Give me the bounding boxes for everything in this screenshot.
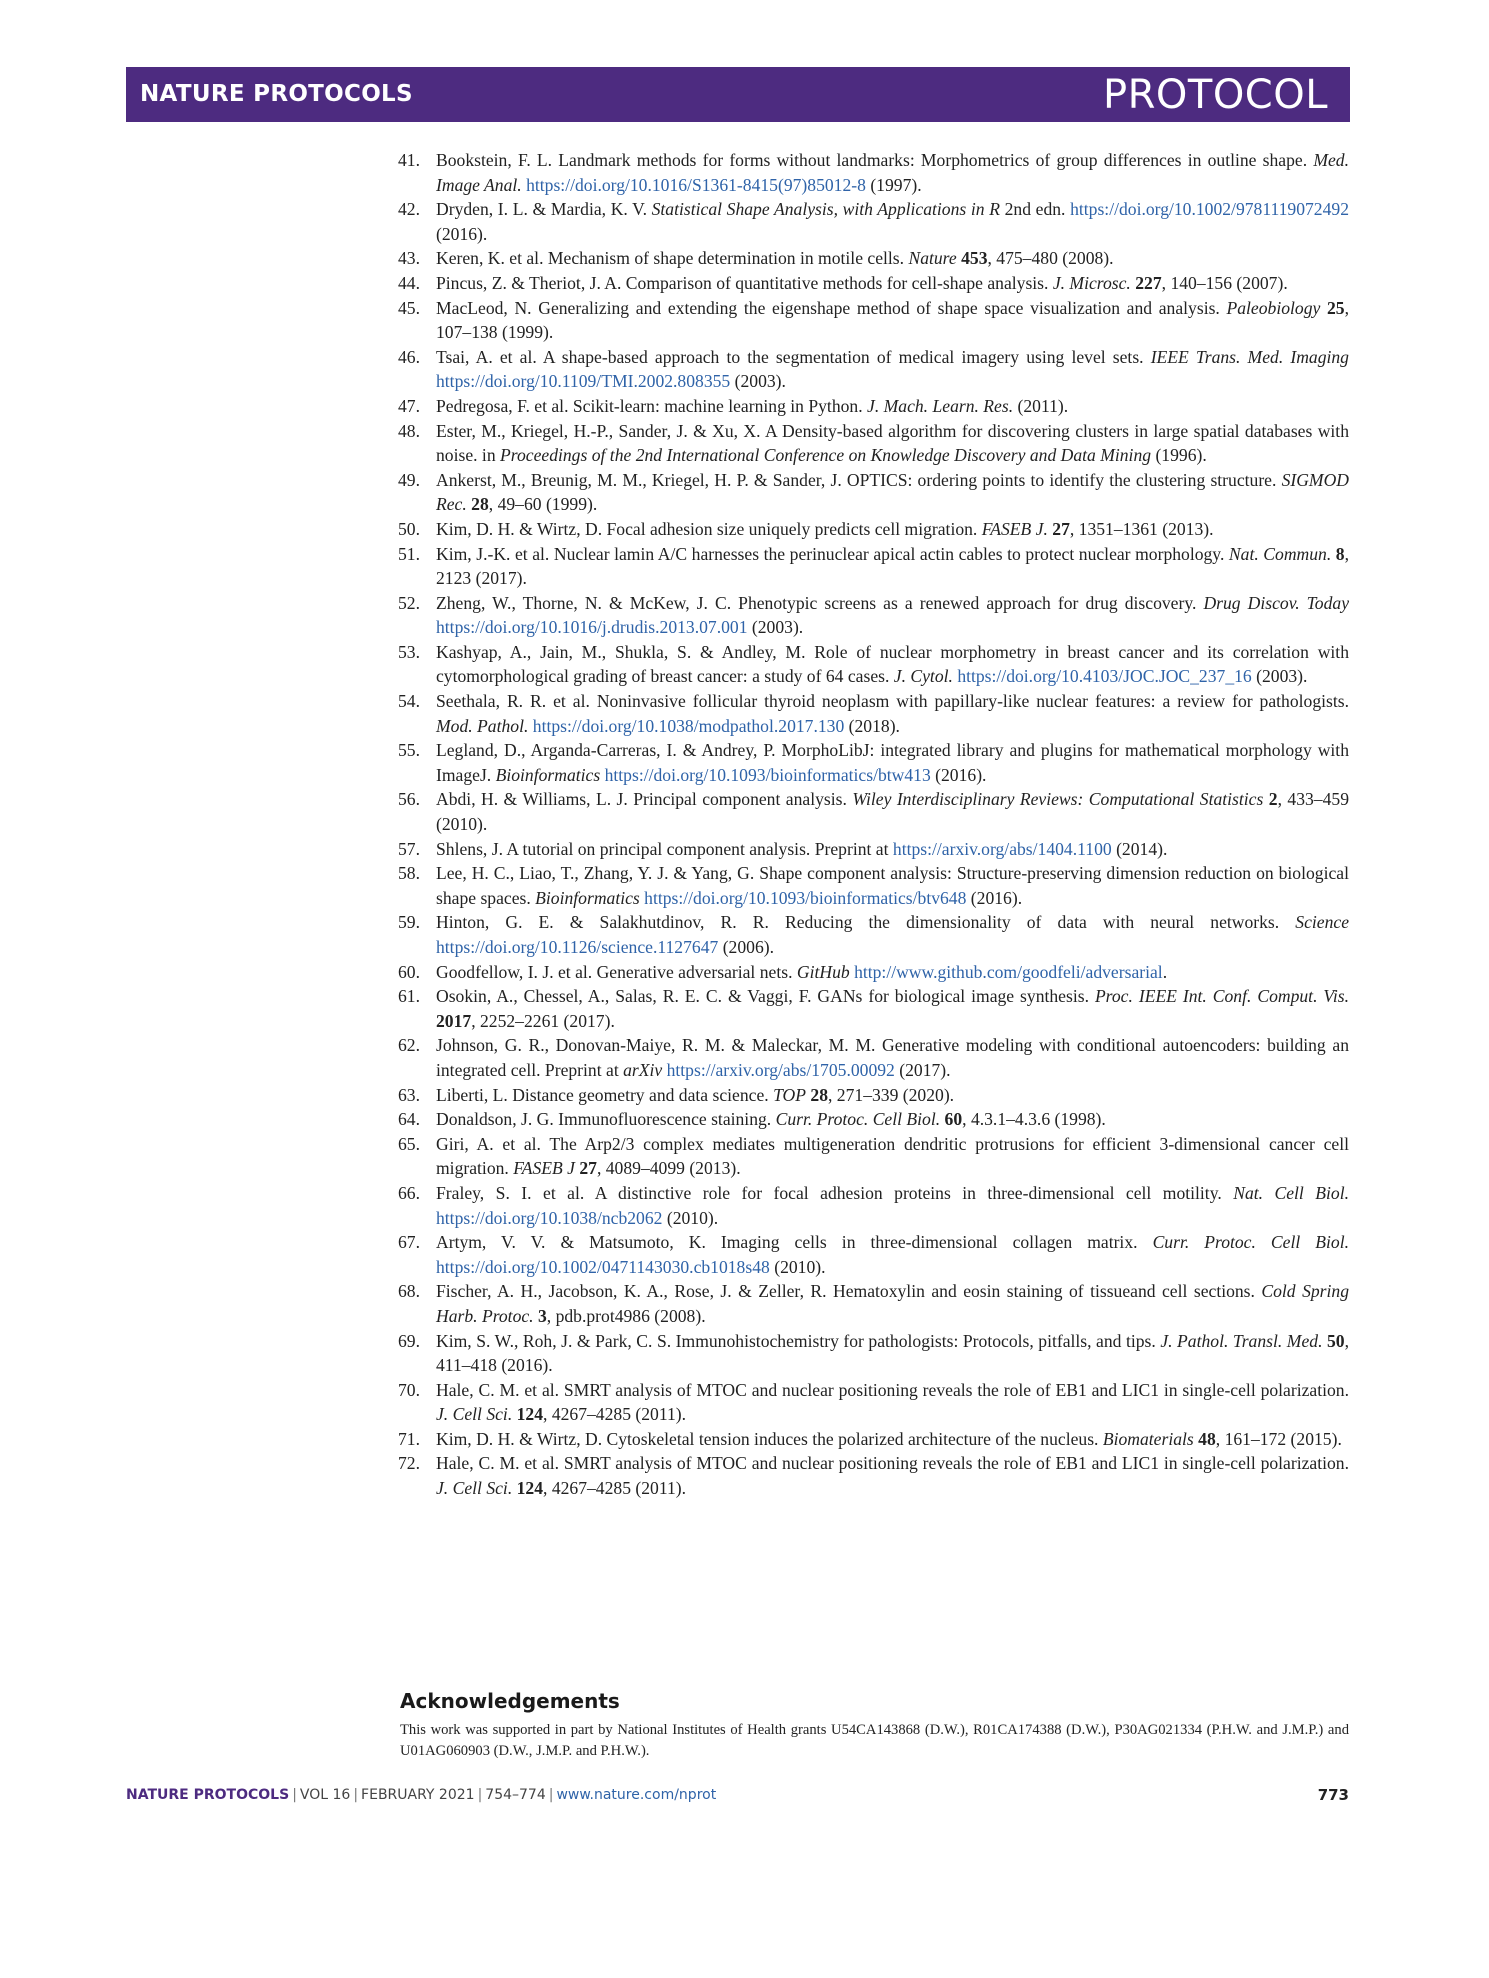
- reference-text: (2003).: [1251, 666, 1308, 687]
- reference-text: Dryden, I. L. & Mardia, K. V.: [436, 199, 652, 220]
- reference-number: 42.: [398, 199, 420, 220]
- reference-volume: 8: [1335, 543, 1345, 564]
- reference-text: , 161–172 (2015).: [1215, 1428, 1342, 1449]
- reference-text: (2006).: [718, 937, 774, 957]
- footer-url-link[interactable]: www.nature.com/nprot: [556, 1787, 717, 1803]
- reference-text: MacLeod, N. Generalizing and extending the eigenshape method of shape space visualization and analysis.: [436, 297, 1227, 318]
- reference-number: 49.: [398, 469, 420, 490]
- reference-text: Osokin, A., Chessel, A., Salas, R. E. C. & Vaggi, F. GANs for biological image synthesis.: [436, 986, 1095, 1007]
- reference-text: Bookstein, F. L. Landmark methods for forms without landmarks: Morphometrics of group differences in outline shape.: [436, 150, 1314, 170]
- page-number: 773: [1317, 1786, 1349, 1804]
- reference-item: [398, 837, 1349, 862]
- reference-journal: arXiv: [623, 1059, 663, 1080]
- reference-item: [398, 517, 1349, 542]
- reference-number: 61.: [398, 986, 420, 1007]
- reference-text: Hale, C. M. et al. SMRT analysis of MTOC and nuclear positioning reveals the role of EB1 and LIC1 in single-cell polarization.: [436, 1453, 1349, 1474]
- reference-item: [398, 1132, 1349, 1181]
- reference-text: , 411–418 (2016).: [436, 1330, 1349, 1376]
- reference-volume: 28: [471, 494, 489, 515]
- reference-journal: Curr. Protoc. Cell Biol.: [775, 1109, 941, 1130]
- reference-item: [398, 246, 1349, 271]
- reference-journal: J. Cytol.: [893, 666, 953, 687]
- reference-text: Tsai, A. et al. A shape-based approach to the segmentation of medical imagery using level sets.: [436, 346, 1151, 367]
- reference-number: 58.: [398, 863, 420, 884]
- reference-item: [398, 910, 1349, 959]
- reference-number: 54.: [398, 691, 420, 712]
- reference-volume: 25: [1326, 297, 1345, 318]
- reference-text: Kim, J.-K. et al. Nuclear lamin A/C harnesses the perinuclear apical actin cables to protect nuclear morphology.: [436, 543, 1229, 564]
- reference-text: Goodfellow, I. J. et al. Generative adversarial nets.: [436, 961, 797, 982]
- reference-text: Artym, V. V. & Matsumoto, K. Imaging cells in three-dimensional collagen matrix.: [436, 1232, 1153, 1253]
- reference-text: , 107–138 (1999).: [436, 297, 1349, 343]
- reference-item: [398, 296, 1349, 345]
- reference-text: (1996).: [1151, 445, 1207, 466]
- reference-journal: Drug Discov. Today: [1203, 592, 1350, 613]
- reference-number: 48.: [398, 420, 420, 441]
- reference-doi-link[interactable]: https://doi.org/10.1038/modpathol.2017.130: [532, 715, 845, 736]
- reference-item: [398, 419, 1349, 468]
- reference-text: , 4.3.1–4.3.6 (1998).: [962, 1109, 1106, 1130]
- reference-text: Giri, A. et al. The Arp2/3 complex mediates multigeneration dendritic protrusions for efficient 3-dimensional cancer cell migration.: [436, 1133, 1349, 1179]
- reference-item: [398, 1427, 1349, 1452]
- reference-journal: Bioinformatics: [495, 764, 601, 785]
- reference-text: , 271–339 (2020).: [828, 1084, 955, 1105]
- reference-doi-link[interactable]: https://doi.org/10.1038/ncb2062: [436, 1207, 663, 1228]
- reference-journal: Wiley Interdisciplinary Reviews: Computational Statistics: [852, 789, 1264, 810]
- reference-number: 69.: [398, 1330, 420, 1351]
- reference-item: [398, 1279, 1349, 1328]
- reference-item: [398, 960, 1349, 985]
- reference-journal: Proc. IEEE Int. Conf. Comput. Vis.: [1094, 986, 1349, 1007]
- reference-text: , 2252–2261 (2017).: [471, 1010, 615, 1031]
- reference-item: [398, 148, 1349, 197]
- reference-number: 57.: [398, 838, 420, 859]
- reference-journal: Paleobiology: [1226, 297, 1321, 318]
- reference-journal: Biomaterials: [1102, 1428, 1194, 1449]
- reference-number: 66.: [398, 1182, 420, 1203]
- reference-text: (2016).: [436, 223, 488, 244]
- reference-number: 45.: [398, 297, 420, 318]
- reference-item: [398, 1107, 1349, 1132]
- reference-journal: FASEB J.: [981, 518, 1048, 539]
- reference-doi-link[interactable]: https://doi.org/10.1093/bioinformatics/btv648: [644, 887, 967, 908]
- reference-number: 63.: [398, 1084, 420, 1105]
- reference-text: Liberti, L. Distance geometry and data science.: [436, 1084, 774, 1105]
- reference-text: Fischer, A. H., Jacobson, K. A., Rose, J. & Zeller, R. Hematoxylin and eosin staining of tissueand cell sections.: [436, 1281, 1262, 1302]
- reference-text: Shlens, J. A tutorial on principal component analysis. Preprint at: [436, 838, 893, 859]
- reference-item: [398, 591, 1349, 640]
- reference-text: (2003).: [747, 617, 804, 638]
- reference-number: 53.: [398, 641, 420, 662]
- reference-text: Ankerst, M., Breunig, M. M., Kriegel, H. P. & Sander, J. OPTICS: ordering points to identify the clustering structure.: [436, 469, 1282, 490]
- reference-text: , 140–156 (2007).: [1161, 272, 1288, 293]
- reference-text: , 1351–1361 (2013).: [1069, 518, 1214, 539]
- reference-doi-link[interactable]: https://doi.org/10.1093/bioinformatics/btw413: [604, 764, 931, 785]
- acknowledgements-title: Acknowledgements: [400, 1689, 620, 1713]
- reference-text: (2016).: [966, 887, 1023, 908]
- reference-doi-link[interactable]: https://doi.org/10.1002/0471143030.cb1018s48: [436, 1256, 770, 1277]
- reference-number: 43.: [398, 248, 420, 269]
- reference-item: [398, 1451, 1349, 1500]
- reference-text: (2011).: [1013, 395, 1069, 416]
- reference-text: Kashyap, A., Jain, M., Shukla, S. & Andley, M. Role of nuclear morphometry in breast cancer and its correlation with cytomorphological grading of breast cancer: a study of 64 cases.: [436, 641, 1349, 687]
- reference-doi-link[interactable]: https://doi.org/10.1016/S1361-8415(97)85012-8: [526, 174, 866, 195]
- reference-doi-link[interactable]: http://www.github.com/goodfeli/adversarial: [854, 961, 1163, 982]
- reference-item: [398, 1181, 1349, 1230]
- reference-text: Keren, K. et al. Mechanism of shape determination in motile cells.: [436, 248, 909, 269]
- reference-volume: 2017: [436, 1010, 472, 1031]
- journal-header-bar: [126, 67, 1350, 122]
- reference-volume: 50: [1327, 1330, 1345, 1351]
- reference-number: 56.: [398, 789, 420, 810]
- footer-journal: NATURE PROTOCOLS: [126, 1787, 290, 1803]
- acknowledgements-text: This work was supported in part by National Institutes of Health grants U54CA143868 (D.W.), R01CA174388 (D.W.), P30AG021334 (P.H.W. and J.M.P.) and U01AG060903 (D.W., J.M.P. and P.H.W.).: [400, 1722, 1349, 1759]
- reference-number: 62.: [398, 1035, 420, 1056]
- reference-text: .: [1162, 961, 1168, 982]
- reference-number: 70.: [398, 1379, 420, 1400]
- reference-doi-link[interactable]: https://doi.org/10.1109/TMI.2002.808355: [436, 371, 731, 392]
- reference-text: , 433–459 (2010).: [436, 789, 1349, 835]
- reference-text: (1997).: [865, 174, 922, 195]
- reference-journal: Nat. Cell Biol.: [1233, 1182, 1349, 1203]
- reference-number: 52.: [398, 592, 420, 613]
- reference-journal: Cold Spring Harb. Protoc.: [436, 1281, 1349, 1326]
- reference-text: Abdi, H. & Williams, L. J. Principal component analysis.: [436, 789, 853, 810]
- reference-text: Pedregosa, F. et al. Scikit-learn: machine learning in Python.: [436, 395, 868, 416]
- reference-journal: FASEB J: [513, 1158, 575, 1179]
- reference-text: Legland, D., Arganda-Carreras, I. & Andrey, P. MorphoLibJ: integrated library and plugins for mathematical morphology with ImageJ.: [436, 740, 1349, 785]
- reference-number: 41.: [398, 150, 420, 170]
- reference-doi-link[interactable]: https://arxiv.org/abs/1705.00092: [666, 1059, 895, 1080]
- reference-number: 72.: [398, 1453, 420, 1474]
- reference-list: [398, 148, 1349, 1501]
- reference-text: (2017).: [894, 1059, 951, 1080]
- reference-number: 64.: [398, 1109, 420, 1130]
- reference-text: Fraley, S. I. et al. A distinctive role for focal adhesion proteins in three-dimensional cell motility.: [436, 1182, 1234, 1203]
- reference-journal: Bioinformatics: [535, 887, 640, 908]
- footer-volume: VOL 16: [299, 1787, 351, 1803]
- reference-volume: 3: [537, 1305, 547, 1326]
- reference-item: [398, 861, 1349, 910]
- reference-text: (2010).: [662, 1207, 719, 1228]
- reference-item: [398, 1230, 1349, 1279]
- reference-item: [398, 1329, 1349, 1378]
- reference-journal: GitHub: [796, 961, 850, 982]
- reference-text: , 4089–4099 (2013).: [596, 1158, 741, 1179]
- reference-number: 51.: [398, 543, 420, 564]
- reference-number: 65.: [398, 1133, 420, 1154]
- reference-journal: Nature: [908, 248, 957, 269]
- reference-text: Pincus, Z. & Theriot, J. A. Comparison of quantitative methods for cell-shape analysis.: [436, 272, 1053, 293]
- reference-doi-link[interactable]: https://doi.org/10.4103/JOC.JOC_237_16: [957, 666, 1252, 687]
- reference-doi-link[interactable]: https://doi.org/10.1126/science.1127647: [436, 937, 719, 957]
- reference-journal: Nat. Commun.: [1228, 543, 1332, 564]
- reference-number: 60.: [398, 961, 420, 982]
- reference-text: (2014).: [1111, 838, 1168, 859]
- reference-doi-link[interactable]: https://doi.org/10.1016/j.drudis.2013.07.001: [436, 617, 748, 638]
- reference-number: 44.: [398, 272, 420, 293]
- reference-text: 2nd edn.: [999, 199, 1071, 220]
- reference-volume: 27: [1052, 518, 1070, 539]
- reference-journal: J. Mach. Learn. Res.: [867, 395, 1014, 416]
- reference-journal: J. Pathol. Transl. Med.: [1160, 1330, 1323, 1351]
- reference-text: Kim, S. W., Roh, J. & Park, C. S. Immunohistochemistry for pathologists: Protocols, pitfalls, and tips.: [436, 1330, 1161, 1351]
- reference-item: [398, 394, 1349, 419]
- reference-text: Hale, C. M. et al. SMRT analysis of MTOC and nuclear positioning reveals the role of EB1 and LIC1 in single-cell polarization.: [436, 1379, 1349, 1400]
- reference-journal: Proceedings of the 2nd International Conference on Knowledge Discovery and Data Mining: [500, 445, 1152, 466]
- reference-text: Hinton, G. E. & Salakhutdinov, R. R. Reducing the dimensionality of data with neural networks.: [436, 912, 1296, 933]
- reference-text: Donaldson, J. G. Immunofluorescence staining.: [436, 1109, 776, 1130]
- reference-item: [398, 345, 1349, 394]
- reference-volume: 60: [944, 1109, 963, 1130]
- reference-text: (2016).: [930, 764, 987, 785]
- footer-pages: 754–774: [485, 1787, 546, 1803]
- reference-volume: 28: [810, 1084, 828, 1105]
- reference-volume: 48: [1198, 1428, 1216, 1449]
- reference-text: (2018).: [844, 715, 900, 736]
- reference-text: (2003).: [730, 371, 786, 392]
- reference-doi-link[interactable]: https://doi.org/10.1002/9781119072492: [1070, 199, 1349, 220]
- reference-text: , pdb.prot4986 (2008).: [546, 1305, 706, 1326]
- reference-text: Seethala, R. R. et al. Noninvasive follicular thyroid neoplasm with papillary-like nuclear features: a review for pathologists.: [436, 691, 1349, 712]
- reference-journal: Curr. Protoc. Cell Biol.: [1152, 1232, 1349, 1253]
- reference-text: , 4267–4285 (2011).: [543, 1404, 687, 1425]
- reference-text: , 2123 (2017).: [436, 543, 1349, 589]
- reference-journal: Mod. Pathol.: [436, 715, 529, 736]
- page-footer: NATURE PROTOCOLS | VOL 16 | FEBRUARY 2021 | 754–774 | www.nature.com/nprot: [126, 1787, 717, 1803]
- reference-number: 68.: [398, 1281, 420, 1302]
- reference-text: Zheng, W., Thorne, N. & McKew, J. C. Phenotypic screens as a renewed approach for drug discovery.: [436, 592, 1204, 613]
- reference-text: , 4267–4285 (2011).: [543, 1478, 687, 1499]
- reference-volume: 124: [516, 1478, 544, 1499]
- reference-journal: Statistical Shape Analysis, with Applications in R: [651, 199, 1000, 220]
- reference-item: [398, 984, 1349, 1033]
- reference-item: [398, 1083, 1349, 1108]
- reference-number: 67.: [398, 1232, 420, 1253]
- reference-text: Lee, H. C., Liao, T., Zhang, Y. J. & Yang, G. Shape component analysis: Structure-preserving dimension reduction on biological shape spaces.: [436, 863, 1349, 908]
- reference-item: [398, 271, 1349, 296]
- reference-text: Kim, D. H. & Wirtz, D. Cytoskeletal tension induces the polarized architecture of the nucleus.: [436, 1428, 1103, 1449]
- reference-item: [398, 468, 1349, 517]
- reference-text: , 475–480 (2008).: [987, 248, 1114, 269]
- reference-number: 47.: [398, 395, 420, 416]
- reference-item: [398, 689, 1349, 738]
- reference-text: [1320, 298, 1327, 318]
- reference-number: 55.: [398, 740, 420, 761]
- reference-journal: TOP: [773, 1084, 806, 1105]
- reference-volume: 453: [961, 248, 988, 269]
- reference-journal: Med. Image Anal.: [436, 150, 1349, 195]
- reference-volume: 227: [1135, 272, 1162, 293]
- reference-item: [398, 640, 1349, 689]
- reference-number: 46.: [398, 346, 420, 367]
- footer-date: FEBRUARY 2021: [361, 1787, 475, 1803]
- header-journal-name: NATURE PROTOCOLS: [140, 81, 413, 107]
- reference-item: [398, 787, 1349, 836]
- reference-number: 50.: [398, 518, 420, 539]
- reference-volume: 2: [1268, 789, 1278, 810]
- reference-journal: J. Cell Sci.: [436, 1404, 513, 1425]
- reference-item: [398, 197, 1349, 246]
- reference-text: Johnson, G. R., Donovan-Maiye, R. M. & Maleckar, M. M. Generative modeling with conditional autoencoders: building an integrated cell. Preprint at: [436, 1035, 1349, 1080]
- reference-item: [398, 1033, 1349, 1082]
- reference-number: 59.: [398, 912, 420, 933]
- reference-text: , 49–60 (1999).: [488, 494, 598, 515]
- reference-text: (2010).: [769, 1256, 826, 1277]
- reference-volume: 27: [579, 1158, 597, 1179]
- reference-text: Kim, D. H. & Wirtz, D. Focal adhesion size uniquely predicts cell migration.: [436, 518, 982, 539]
- header-article-type: PROTOCOL: [1102, 72, 1328, 118]
- reference-journal: Science: [1295, 912, 1349, 933]
- reference-item: [398, 1378, 1349, 1427]
- reference-journal: SIGMOD Rec.: [436, 469, 1349, 515]
- reference-volume: 124: [516, 1404, 544, 1425]
- reference-journal: J. Cell Sci.: [436, 1478, 513, 1499]
- reference-text: Ester, M., Kriegel, H.-P., Sander, J. & Xu, X. A Density-based algorithm for discovering clusters in large spatial databases with noise. in: [436, 420, 1349, 466]
- reference-journal: J. Microsc.: [1052, 272, 1131, 293]
- reference-item: [398, 542, 1349, 591]
- reference-journal: IEEE Trans. Med. Imaging: [1150, 346, 1349, 367]
- reference-number: 71.: [398, 1428, 420, 1449]
- reference-item: [398, 738, 1349, 787]
- reference-doi-link[interactable]: https://arxiv.org/abs/1404.1100: [892, 838, 1112, 859]
